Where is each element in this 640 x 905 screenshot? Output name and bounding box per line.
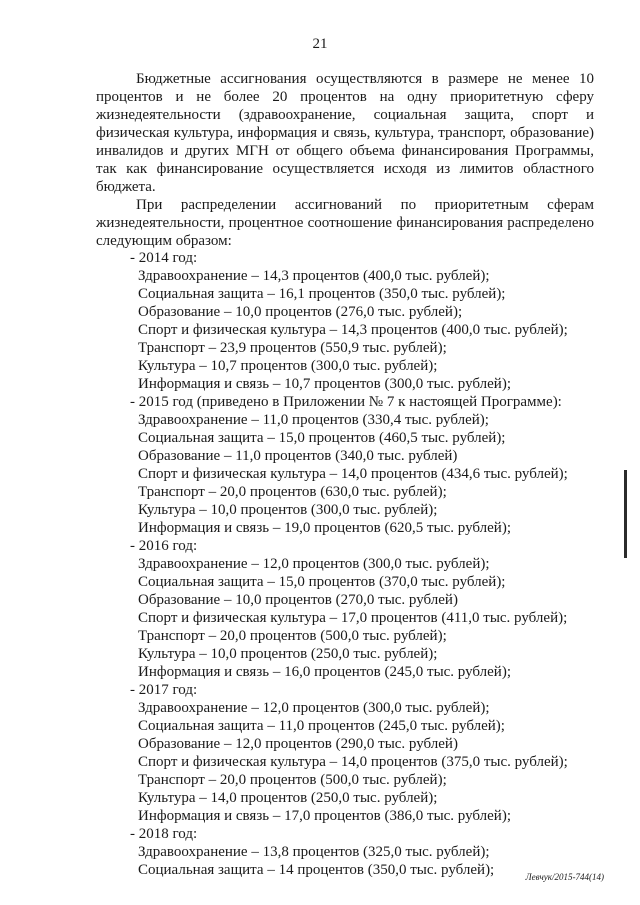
list-item: Информация и связь – 17,0 процентов (386,0 тыс. рублей);: [138, 808, 512, 824]
list-item: Транспорт – 20,0 процентов (630,0 тыс. рублей);: [138, 484, 447, 500]
list-item: Здравоохранение – 11,0 процентов (330,4 тыс. рублей);: [138, 412, 489, 428]
funding-distribution-list: [130, 249, 608, 879]
list-item: Здравоохранение – 12,0 процентов (300,0 тыс. рублей);: [138, 556, 490, 572]
paragraph-distribution-intro: При распределении ассигнований по приоритетным сферам жизнедеятельности, процентное соотношение финансирования распределено следующим образом:: [96, 197, 594, 249]
paragraph-budget-allocations: Бюджетные ассигнования осуществляются в размере не менее 10 процентов и не более 20 процентов на одну приоритетную сферу жизнедеятельности (здравоохранение, социальная защита, спорт и физическая культура, информация и связь, культура, транспорт, образование) инвалидов и других МГН от общего объема финансирования Программы, так как финансирование осуществляется исходя из лимитов областного бюджета.: [96, 71, 594, 195]
list-item: Транспорт – 20,0 процентов (500,0 тыс. рублей);: [138, 628, 447, 644]
year-heading-2015: - 2015 год (приведено в Приложении № 7 к настоящей Программе):: [130, 394, 562, 410]
footer-document-code: Левчук/2015-744(14): [525, 872, 604, 882]
list-item: Социальная защита – 16,1 процентов (350,0 тыс. рублей);: [138, 286, 506, 302]
list-item: Культура – 10,7 процентов (300,0 тыс. рублей);: [138, 358, 438, 374]
list-item: Спорт и физическая культура – 17,0 процентов (411,0 тыс. рублей);: [138, 610, 568, 626]
list-item: Социальная защита – 15,0 процентов (370,0 тыс. рублей);: [138, 574, 506, 590]
list-item: Транспорт – 20,0 процентов (500,0 тыс. рублей);: [138, 772, 447, 788]
list-item: Спорт и физическая культура – 14,3 процентов (400,0 тыс. рублей);: [138, 322, 568, 338]
list-item: Здравоохранение – 14,3 процентов (400,0 тыс. рублей);: [138, 268, 490, 284]
list-item: Информация и связь – 19,0 процентов (620,5 тыс. рублей);: [138, 520, 512, 536]
list-item: Социальная защита – 14 процентов (350,0 тыс. рублей);: [138, 862, 495, 878]
list-item: Здравоохранение – 13,8 процентов (325,0 тыс. рублей);: [138, 844, 490, 860]
list-item: Спорт и физическая культура – 14,0 процентов (375,0 тыс. рублей);: [138, 754, 568, 770]
list-item: Спорт и физическая культура – 14,0 процентов (434,6 тыс. рублей);: [138, 466, 568, 482]
year-heading-2014: - 2014 год:: [130, 250, 198, 266]
list-item: Культура – 10,0 процентов (300,0 тыс. рублей);: [138, 502, 438, 518]
list-item: Социальная защита – 11,0 процентов (245,0 тыс. рублей);: [138, 718, 505, 734]
list-item: Образование – 11,0 процентов (340,0 тыс. рублей): [138, 448, 458, 464]
list-item: Информация и связь – 16,0 процентов (245,0 тыс. рублей);: [138, 664, 512, 680]
list-item: Образование – 12,0 процентов (290,0 тыс. рублей): [138, 736, 458, 752]
list-item: Здравоохранение – 12,0 процентов (300,0 тыс. рублей);: [138, 700, 490, 716]
year-heading-2018: - 2018 год:: [130, 826, 198, 842]
list-item: Социальная защита – 15,0 процентов (460,5 тыс. рублей);: [138, 430, 506, 446]
list-item: Информация и связь – 10,7 процентов (300,0 тыс. рублей);: [138, 376, 512, 392]
year-heading-2016: - 2016 год:: [130, 538, 198, 554]
year-heading-2017: - 2017 год:: [130, 682, 198, 698]
page-number: 21: [312, 36, 328, 52]
list-item: Культура – 10,0 процентов (250,0 тыс. рублей);: [138, 646, 438, 662]
list-item: Образование – 10,0 процентов (270,0 тыс. рублей): [138, 592, 458, 608]
list-item: Транспорт – 23,9 процентов (550,9 тыс. рублей);: [138, 340, 447, 356]
list-item: Образование – 10,0 процентов (276,0 тыс. рублей);: [138, 304, 463, 320]
scan-margin-mark: [624, 470, 627, 558]
list-item: Культура – 14,0 процентов (250,0 тыс. рублей);: [138, 790, 438, 806]
